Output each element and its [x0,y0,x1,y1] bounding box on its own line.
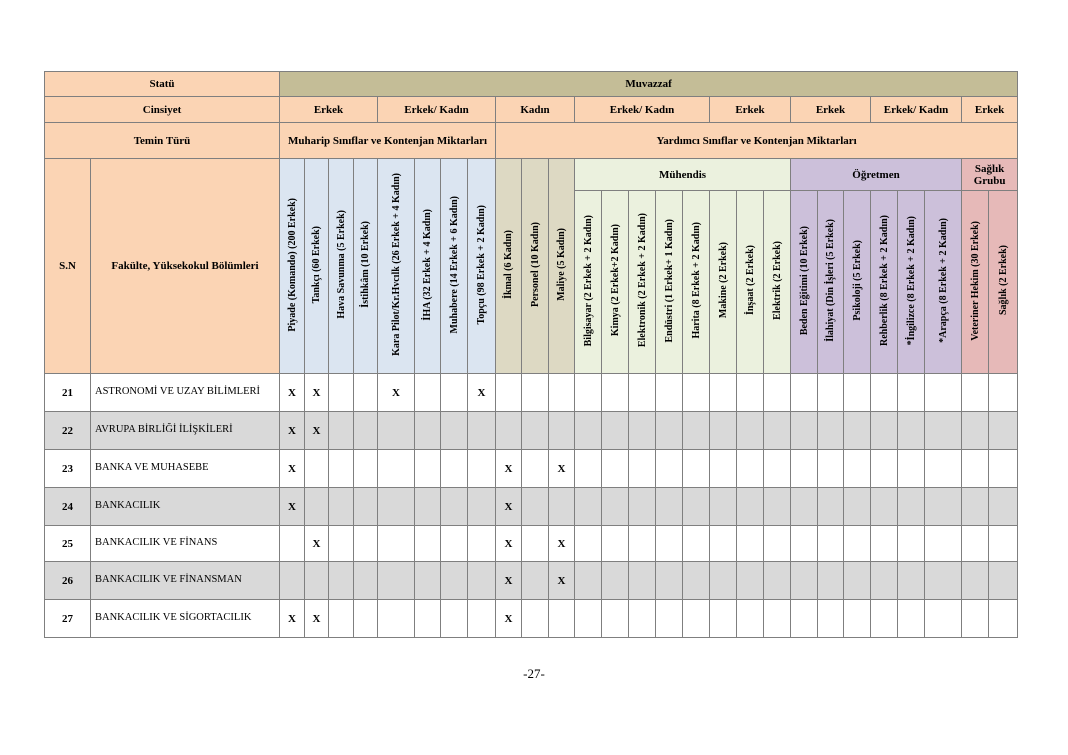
column-header [710,191,737,374]
column-header [818,191,844,374]
empty-cell [496,374,522,412]
column-header [656,191,683,374]
empty-cell [656,488,683,526]
empty-cell [496,412,522,450]
empty-cell [791,526,818,562]
empty-cell [871,450,898,488]
empty-cell [818,412,844,450]
column-header-label: Personel (10 Kadın) [529,222,541,307]
eligible-mark: X [496,526,522,562]
empty-cell [280,562,305,600]
column-header-label: İnşaat (2 Erkek) [744,245,756,316]
row-sn: 22 [45,412,91,450]
column-header [522,159,549,374]
empty-cell [415,488,441,526]
column-header-label: Psikoloji (5 Erkek) [851,240,863,321]
row-sn: 23 [45,450,91,488]
eligible-mark: X [496,450,522,488]
row-sn: 27 [45,600,91,638]
empty-cell [468,488,496,526]
empty-cell [683,600,710,638]
empty-cell [844,412,871,450]
empty-cell [683,374,710,412]
column-header-label: Topçu (98 Erkek + 2 Kadın) [476,204,487,325]
empty-cell [441,450,468,488]
empty-cell [818,526,844,562]
gender-group-2: Erkek/ Kadın [378,97,496,123]
table-row [45,488,1018,526]
column-header-label: Hava Savunma (5 Erkek) [335,210,347,319]
eligible-mark: X [496,562,522,600]
empty-cell [522,600,549,638]
empty-cell [791,374,818,412]
empty-cell [378,412,415,450]
column-header-label: Maliye (5 Kadın) [556,228,567,301]
empty-cell [737,450,764,488]
cinsiyet-label: Cinsiyet [45,97,280,123]
empty-cell [549,600,575,638]
statu-label: Statü [45,72,280,97]
eligible-mark: X [280,488,305,526]
table-row [45,562,1018,600]
muharip-header: Muharip Sınıflar ve Kontenjan Miktarları [280,123,496,159]
temin-row [45,123,1018,159]
row-sn: 26 [45,562,91,600]
empty-cell [710,450,737,488]
column-header-label: Harita (8 Erkek + 2 Kadın) [690,222,702,339]
empty-cell [925,562,962,600]
table-row [45,450,1018,488]
eligible-mark: X [305,374,329,412]
eligible-mark: X [549,562,575,600]
quota-table [44,71,1018,638]
sn-header: S.N [45,159,91,374]
empty-cell [710,412,737,450]
empty-cell [989,374,1018,412]
empty-cell [844,600,871,638]
empty-cell [354,450,378,488]
empty-cell [441,526,468,562]
empty-cell [378,600,415,638]
eligible-mark: X [549,526,575,562]
empty-cell [764,562,791,600]
empty-cell [354,374,378,412]
empty-cell [962,526,989,562]
empty-cell [329,488,354,526]
fakulte-header: Fakülte, Yüksekokul Bölümleri [91,159,280,374]
empty-cell [710,526,737,562]
empty-cell [441,374,468,412]
row-sn: 21 [45,374,91,412]
empty-cell [683,562,710,600]
empty-cell [737,562,764,600]
empty-cell [415,374,441,412]
column-header [468,159,496,374]
empty-cell [989,562,1018,600]
empty-cell [468,526,496,562]
empty-cell [549,488,575,526]
empty-cell [575,562,602,600]
column-header [441,159,468,374]
empty-cell [871,526,898,562]
empty-cell [683,450,710,488]
gender-group-4: Erkek/ Kadın [575,97,710,123]
page-number: -27- [523,666,545,681]
temin-label: Temin Türü [45,123,280,159]
empty-cell [925,374,962,412]
table-row [45,374,1018,412]
empty-cell [354,412,378,450]
column-header-label: Makine (2 Erkek) [717,242,729,319]
empty-cell [683,488,710,526]
empty-cell [329,450,354,488]
column-header [989,191,1018,374]
empty-cell [656,450,683,488]
empty-cell [378,488,415,526]
empty-cell [629,488,656,526]
empty-cell [602,488,629,526]
empty-cell [818,450,844,488]
row-department-name: BANKACILIK VE FİNANS [91,526,280,562]
row-department-name: AVRUPA BİRLİĞİ İLİŞKİLERİ [91,412,280,450]
empty-cell [871,600,898,638]
empty-cell [898,526,925,562]
column-header-label: İlahiyat (Din İşleri (5 Erkek) [825,219,836,342]
eligible-mark: X [305,600,329,638]
empty-cell [871,412,898,450]
empty-cell [962,412,989,450]
gender-group-6: Erkek [791,97,871,123]
empty-cell [656,374,683,412]
empty-cell [844,450,871,488]
column-header-label: Beden Eğitimi (10 Erkek) [798,225,810,336]
empty-cell [656,600,683,638]
column-header-label: Endüstri (1 Erkek+ 1 Kadın) [663,218,675,343]
column-header [280,159,305,374]
empty-cell [898,562,925,600]
empty-cell [354,526,378,562]
column-header [602,191,629,374]
empty-cell [629,526,656,562]
empty-cell [522,488,549,526]
empty-cell [925,600,962,638]
eligible-mark: X [378,374,415,412]
column-header-label: Elektronik (2 Erkek + 2 Kadın) [636,213,648,348]
empty-cell [522,450,549,488]
empty-cell [354,488,378,526]
empty-cell [844,374,871,412]
muhendis-group: Mühendis [575,159,791,191]
column-header-label: Piyade (Komando) (200 Erkek) [286,197,298,332]
eligible-mark: X [496,488,522,526]
empty-cell [575,374,602,412]
empty-cell [602,526,629,562]
empty-cell [989,526,1018,562]
column-header [378,159,415,374]
eligible-mark: X [468,374,496,412]
column-header [871,191,898,374]
empty-cell [629,600,656,638]
empty-cell [549,374,575,412]
empty-cell [656,562,683,600]
eligible-mark: X [280,412,305,450]
empty-cell [656,412,683,450]
empty-cell [764,526,791,562]
empty-cell [629,562,656,600]
column-header [925,191,962,374]
empty-cell [575,600,602,638]
empty-cell [844,526,871,562]
gender-group-3: Kadın [496,97,575,123]
column-header-label: Kara Pilot/Kr.Hvcılk (26 Erkek + 4 Kadın) [390,173,402,356]
empty-cell [710,488,737,526]
empty-cell [305,562,329,600]
empty-cell [329,562,354,600]
column-header [496,159,522,374]
empty-cell [791,562,818,600]
column-header-label: Kimya (2 Erkek+2 Kadın) [609,224,621,337]
empty-cell [329,600,354,638]
empty-cell [378,526,415,562]
column-header [415,159,441,374]
empty-cell [710,600,737,638]
cinsiyet-row [45,97,1018,123]
empty-cell [656,526,683,562]
empty-cell [468,600,496,638]
empty-cell [549,412,575,450]
empty-cell [415,412,441,450]
empty-cell [898,450,925,488]
empty-cell [575,450,602,488]
empty-cell [898,600,925,638]
empty-cell [791,488,818,526]
column-header-label: Veteriner Hekim (30 Erkek) [969,220,981,341]
statu-value: Muvazzaf [280,72,1018,97]
empty-cell [962,488,989,526]
empty-cell [791,450,818,488]
empty-cell [602,562,629,600]
empty-cell [602,450,629,488]
empty-cell [925,488,962,526]
empty-cell [441,600,468,638]
empty-cell [871,488,898,526]
row-sn: 24 [45,488,91,526]
empty-cell [989,412,1018,450]
gender-group-5: Erkek [710,97,791,123]
empty-cell [989,450,1018,488]
column-header-label: Tankçı (60 Erkek) [311,225,322,304]
empty-cell [764,488,791,526]
table-row [45,526,1018,562]
column-header [764,191,791,374]
column-header [549,159,575,374]
row-department-name: BANKACILIK VE SİGORTACILIK [91,600,280,638]
empty-cell [602,600,629,638]
eligible-mark: X [280,450,305,488]
empty-cell [468,450,496,488]
column-header-label: Muhabere (14 Erkek + 6 Kadın) [448,195,460,334]
column-header-label: İkmal (6 Kadın) [503,230,514,299]
empty-cell [329,526,354,562]
empty-cell [962,600,989,638]
empty-cell [522,374,549,412]
empty-cell [280,526,305,562]
empty-cell [898,412,925,450]
empty-cell [629,412,656,450]
column-header [791,191,818,374]
empty-cell [764,600,791,638]
empty-cell [818,562,844,600]
table-row [45,412,1018,450]
empty-cell [737,600,764,638]
column-header [683,191,710,374]
empty-cell [522,412,549,450]
empty-cell [871,374,898,412]
empty-cell [764,450,791,488]
empty-cell [791,412,818,450]
empty-cell [441,412,468,450]
empty-cell [415,562,441,600]
empty-cell [962,562,989,600]
empty-cell [305,488,329,526]
empty-cell [925,450,962,488]
empty-cell [629,374,656,412]
empty-cell [989,600,1018,638]
column-header [329,159,354,374]
column-header-label: Rehberlik (8 Erkek + 2 Kadın) [878,215,890,346]
empty-cell [329,374,354,412]
column-header-label: Sağlık (2 Erkek) [997,245,1009,316]
empty-cell [575,526,602,562]
eligible-mark: X [305,526,329,562]
empty-cell [737,526,764,562]
empty-cell [844,488,871,526]
empty-cell [818,374,844,412]
empty-cell [629,450,656,488]
column-header [898,191,925,374]
column-header [305,159,329,374]
empty-cell [791,600,818,638]
group-row [45,159,1018,191]
column-header-label: İHA (32 Erkek + 4 Kadın) [422,208,433,321]
column-header [962,191,989,374]
row-department-name: BANKA VE MUHASEBE [91,450,280,488]
empty-cell [737,412,764,450]
empty-cell [354,562,378,600]
empty-cell [737,374,764,412]
empty-cell [305,450,329,488]
empty-cell [818,600,844,638]
empty-cell [683,412,710,450]
empty-cell [522,526,549,562]
empty-cell [602,412,629,450]
row-department-name: ASTRONOMİ VE UZAY BİLİMLERİ [91,374,280,412]
empty-cell [737,488,764,526]
empty-cell [468,412,496,450]
empty-cell [378,450,415,488]
empty-cell [441,488,468,526]
empty-cell [710,562,737,600]
empty-cell [602,374,629,412]
column-header [575,191,602,374]
empty-cell [925,526,962,562]
empty-cell [989,488,1018,526]
empty-cell [378,562,415,600]
column-header-label: Bilgisayar (2 Erkek + 2 Kadın) [582,214,594,347]
empty-cell [415,600,441,638]
column-header-label: *İngilizce (8 Erkek + 2 Kadın) [905,215,917,346]
gender-group-8: Erkek [962,97,1018,123]
empty-cell [575,488,602,526]
column-header [737,191,764,374]
yardimci-header: Yardımcı Sınıflar ve Kontenjan Miktarları [496,123,1018,159]
row-sn: 25 [45,526,91,562]
empty-cell [764,412,791,450]
empty-cell [441,562,468,600]
gender-group-7: Erkek/ Kadın [871,97,962,123]
empty-cell [764,374,791,412]
empty-cell [415,526,441,562]
empty-cell [354,600,378,638]
empty-cell [962,450,989,488]
empty-cell [925,412,962,450]
empty-cell [710,374,737,412]
statu-row [45,72,1018,97]
empty-cell [329,412,354,450]
column-header [629,191,656,374]
eligible-mark: X [549,450,575,488]
saglik-group: Sağlık Grubu [962,159,1018,191]
empty-cell [962,374,989,412]
table-row [45,600,1018,638]
empty-cell [683,526,710,562]
empty-cell [871,562,898,600]
empty-cell [898,374,925,412]
eligible-mark: X [280,600,305,638]
eligible-mark: X [496,600,522,638]
empty-cell [844,562,871,600]
column-header [844,191,871,374]
empty-cell [898,488,925,526]
column-header-label: *Arapça (8 Erkek + 2 Kadın) [937,218,949,343]
eligible-mark: X [280,374,305,412]
empty-cell [522,562,549,600]
column-header-label: Elektrik (2 Erkek) [771,241,783,320]
row-department-name: BANKACILIK [91,488,280,526]
column-header [354,159,378,374]
empty-cell [818,488,844,526]
empty-cell [575,412,602,450]
gender-group-1: Erkek [280,97,378,123]
eligible-mark: X [305,412,329,450]
column-header-label: İstihkâm (10 Erkek) [360,221,371,308]
row-department-name: BANKACILIK VE FİNANSMAN [91,562,280,600]
empty-cell [468,562,496,600]
ogretmen-group: Öğretmen [791,159,962,191]
empty-cell [415,450,441,488]
